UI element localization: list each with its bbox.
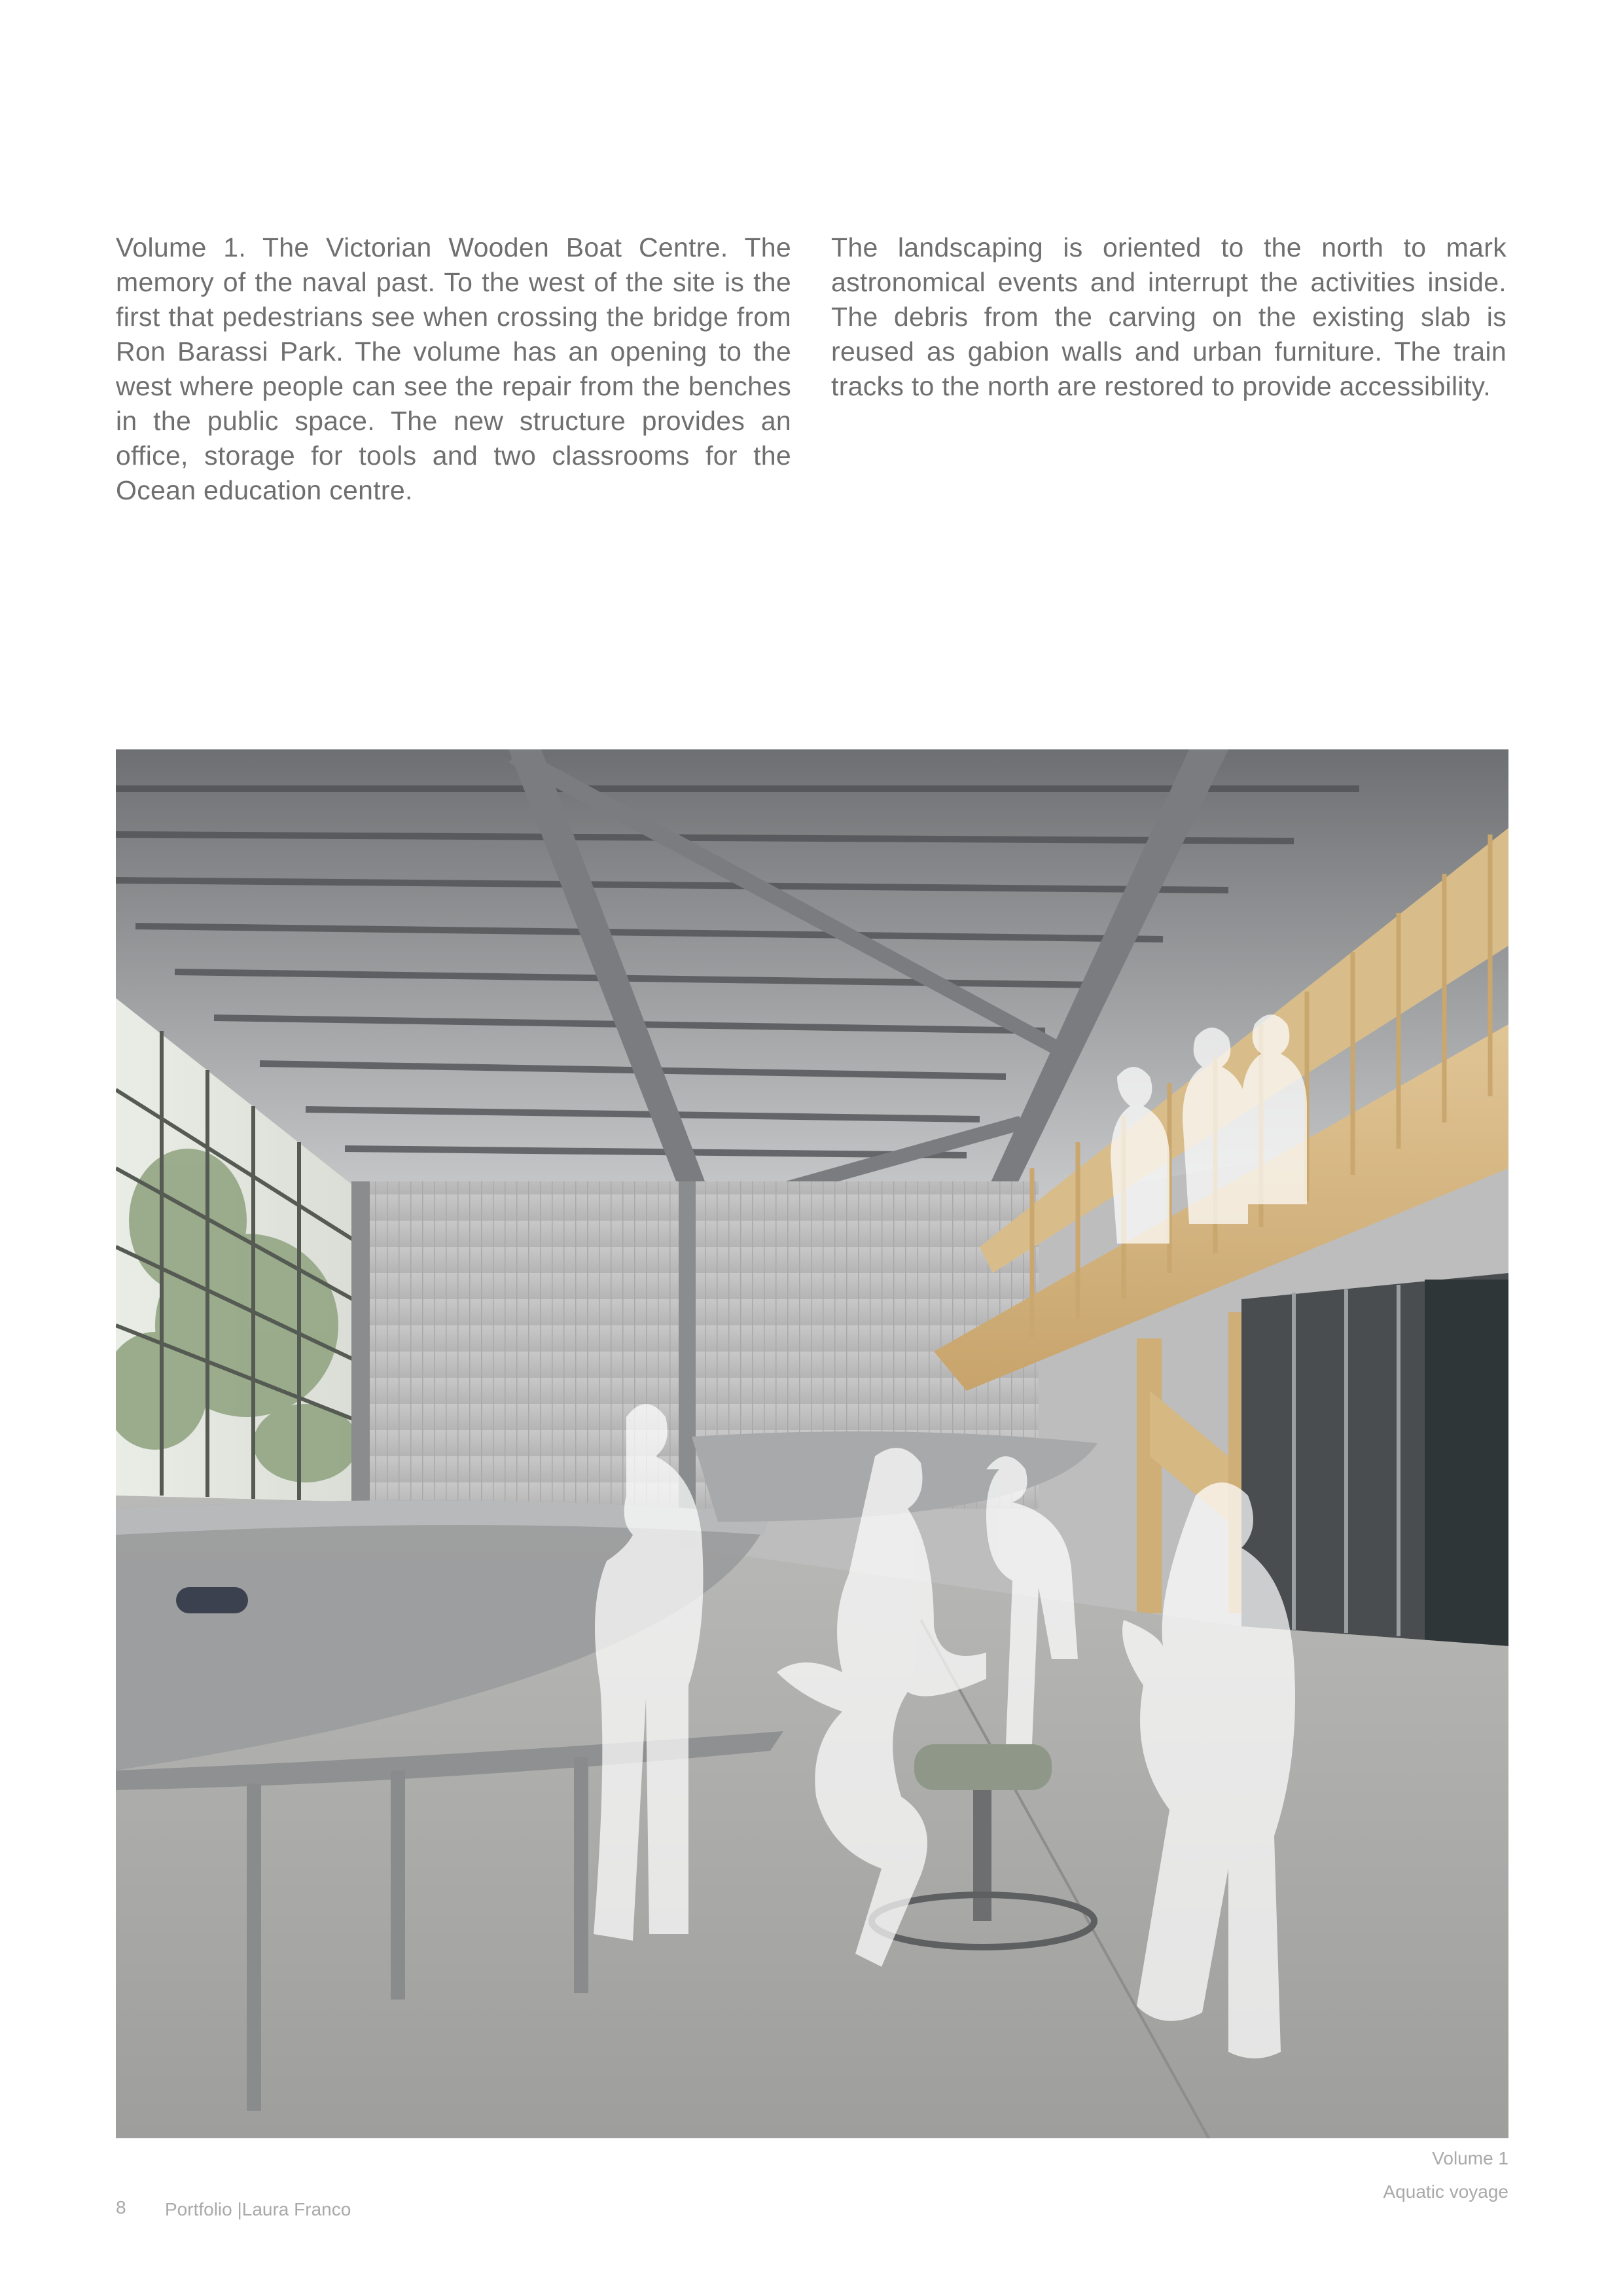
workshop-stool-seat (914, 1744, 1052, 1790)
image-caption-volume: Volume 1 (1432, 2148, 1508, 2168)
body-text-right-column (831, 230, 1507, 404)
interior-rendering-image (116, 749, 1508, 2138)
paragraph-volume-description: Volume 1. The Victorian Wooden Boat Centre. The memory of the naval past. To the west of the site is the first that pedestrians see when crossing the bridge from Ron Barassi Park. The volume has an opening to the west where people can see the repair from the benches in the public space. The new structure provides an office, storage for tools and two classrooms for the Ocean education centre. (116, 232, 791, 505)
timber-column (1137, 1338, 1162, 1613)
image-caption-title: Aquatic voyage (1383, 2181, 1508, 2202)
portfolio-author-label: Portfolio |Laura Franco (165, 2199, 351, 2219)
page-number: 8 (116, 2197, 126, 2217)
paragraph-landscaping-description: The landscaping is oriented to the north to mark astronomical events and interrupt the activities inside. The debris from the carving on the existing slab is reused as gabion walls and urban furniture. The train tracks to the north are restored to provide accessibility. (831, 232, 1507, 401)
body-text-left-column (116, 230, 791, 508)
boat-fender (176, 1587, 248, 1613)
